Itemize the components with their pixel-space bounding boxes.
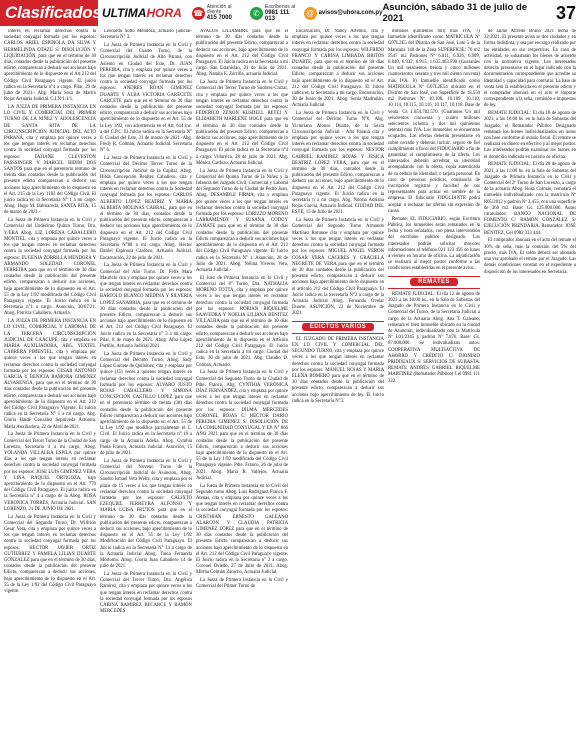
logo-part-2: HORA [146,6,182,20]
legal-notice: La Jueza de Primera Instancia en lo Civil y Comercial del Segundo Turno, Dr. Wilfrido Cesar Vera, cita y emplaza por quince veces a los que tengan interés en reclamar derechos contra la sociedad conyugal formada por los esposos: HECTOR JAVIER ORTIZ GUTIERREZ Y PAMELA LILIAN DUARTE GONZALEZ para que en el término de 30 días, contados desde la publicación del presente Edicto, comparezcan a deducir sus acciones, bajo apercibimiento de lo dispuesto en el Art. 55 de la Ley 1/92 del Código Civil Paraguayo vigente. [4,514,96,595]
legal-notice: La Jueza de Primera Instancia en lo Civil y Comercial del Noveno Turno de la Circunscripción Judicial de Asunción, Abog. Sandro Ismael Vera Wéltz, cita y emplaza por el plazo de 15 veces a los que tengan interés en reclamar derechos contra la sociedad conyugal formada por los esposos: CALIXTO EZEQUIEL FERREYRA ALFONSO Y MARIA LUISA FRUTOS para que en el término de 30 días contados desde la publicación del presente edicto, comparezcan a deducir sus acciones, bajo apercibimiento de lo dispuesto en el Art. 55 de la Ley 1/92 Modificación del Código Civil Paraguayo. El Juicio radica en la Secretaría N° 14 a cargo de la Actuaria Judicial Abog. Tania Fernanda Mórlomo. Abog. Gloria Juan Caballero 14 de julio de 2021. [100,458,192,570]
legal-notice: La Jueza de Primera Instancia en lo Civil y Comercial del Tercer Turno, Dra. Angélica Ramírez, cita y emplaza por quince veces a los que tengan interés en reclamar derechos contra la sociedad conyugal formada por los esposos CARINA RAMIREZ BECARCE Y RAMÓN MERCEDES [100,572,192,615]
contact-label: Atención al cliente [206,4,232,15]
legal-notice: La Jueza de Primera Instancia en lo Civil y Comercial del Quinto Turno de la Niñez y la Infancia del Juzgado Civil, Comercial y Laboral del Segundo Turno de la Ciudad de Pedro Juan, Abog. DESAMBLE FIRMA, cita y emplaza por quince veces a los que tengan interés en reclamar derechos contra la sociedad conyugal formada por los esposos: LORIZZO MORENO LARRAMENDY Y SUSANA GODOY ZAMATE para que en el término de 30 días contados desde la publicación del presente Edicto comparezcan a deducir sus acciones bajo apercibimiento de lo dispuesto en el Art. 212 del Código Civil Paraguayo vigente. El Juicio radica en la Secretaría N° 1. Asunción, 28 de Julio de 2021. Abog. Nélida Viveros Vera, Actuaria Judicial.- [196,168,288,273]
contact-value: 0981 111 013 [264,9,290,22]
email-icon: @ [304,7,317,20]
phone-icon: ☎ [193,8,204,18]
section-banner-remates [388,276,480,289]
legal-notice: La Jueza de Primera Instancia en lo Civil y Comercial del Primer Turno de [196,578,288,590]
column-5 [388,29,480,754]
logo-part-1: ULTIMA [102,6,147,20]
column-3 [196,29,288,754]
legal-notice: La Jueza de Primera Instancia en lo Civil y Comercial del Tercer Turno de la Ciudad de San Lorenzo, Secretaría 4 a mi cargo, Abog. YOLANDA VILLALBA ESPILA por quince días a los que tengan interés en reclamar derechos contra la sociedad conyugal formada por los esposos: JOSE LUIS GIMENEZ VERA Y LINA RAQUEL ORTIGOZA, bajo apercibimiento de lo dispuesto en el Art. 770 del Código Civil Paraguayo. El juicio radica en la Secretaría n° 4 a cargo de la Abog. ROSA VERONICA TORRES, Actuaria Judicial. SAN LORENZO, 21 DE JUNIO DE 2021. [4,432,96,512]
section-brand: Clasificados [0,0,98,26]
legal-notice: millones quinientos mil) más IVA, 7) Inmueble identificado como MATRICULA Nº G07L2E5 del Distrito de San José, Lote 5 de la Manzana 140 de la Zona SUPERFICIE: 70 m2 5547 m2 Padrones Nº 6.811, 6.926, 6.909, 6.840, 6.932, 6.915, 1.635.463.590 (Guaraníes Un mil seiscientos treinta y cinco millones cuatrocientos sesenta y tres mil ciento noventa) más IVA. 8) Inmueble identificado como MATRICULA Nº G07L2E54 ubicado en el Distrito de San José, con Superficie de 18.550 m2 Padrones Nº 10.108, 10.109, 10.110, 10.114, 10.115, 10.116, 10.117, 10.118. Base de venta: Gs 1.654.782.570. (Guaraníes Un mil seiscientos cincuenta y cuatro millones setecientos ochenta y dos mil quinientos setenta) más IVA. Los inmuebles se encuentran ocupados. Las ofertas deberán presentarse en sobre cerrado y deberán incluir: seguro de fiel cumplimiento a favor del FIDUCIARIO a fin de garantizar el cumplimiento de la oferta. Los interesados deberán acreditar su identidad acompañando con la oferta, copia autenticada de su cédula de identidad, o tarjeta personal. En caso de personas jurídicas, constancia de inscripción registral y facultad de sus representantes para actuar en nombre de la empresa. El fiduciario FIDUCIANTE podrá aceptar o rechazar las ofertas sin expresión de causa. [388,29,480,214]
legal-notice: La Jueza de Primera Instancia en lo Civil y Comercial del Undécimo Quinto Turno, Dra. Y/ERA Abog. LIZ LORENA CABALLERO MONTIEL, cita y emplaza por quince veces a los que tengan interés en reclamar derechos contra la sociedad conyugal formada por los esposos: EUGENIA ZORRILLA MENDOZA Y ARMANDO SOLEDAD CORONEL FERREIRA para que en el término de 30 días contados desde la publicación del presente edicto, comparezcan a deducir sus acciones, bajo apercibimiento de lo dispuesto en el Art. 55 de la Ley 1/92 modificada del Código Civil Paraguayo vigente. El Juicio radica en la Secretaría n°1 a cargo. Asunción, 30/07/21. Abog. Patricia Caballero, Actuaria. [4,218,96,317]
page-header [0,0,580,26]
column-6 [484,29,576,754]
legal-notice: La Jueza de Primera Instancia en lo Civil y Comercial del Décimo Turno N°6, Abg. Victoriana Alonso Duarte, de la Sexta Circunscripción Judicial - Alto Paraná cita y emplaza por quince veces a los que tengan interés en reclamar derechos contra la sociedad conyugal formada por los esposos: NESTOR GABRIEL RAMIREZ ROJAS Y JESICA BEATRIZ LÓPEZ VERA, para que en el término de 30 días, contados desde la publicación del presente Edicto, comparezcan a deducir sus acciones, bajo apercibimiento de lo dispuesto en el Art. 212 del Código Civil Paraguayo vigente. El Juicio radica en la secretaría n a mi cargo. Abg. Norma Adriana Rojas García, Actuaria Judicial. CIUDAD DEL ESTE, 15 de Julio de 2021. [292,111,384,216]
legal-notice: La Jueza de Primera Instancia en lo Civil y Comercial del Año Turno. Dr. Félix Mara Mauricio cita y emplaza por quince veces a los que tengan interés en reclamar derechos contra la sociedad conyugal formada por los esposos: BARTOLO BLANCO MEDINA Y SILVERIA LOPEZ SANABRIA, para que en el término de 30 días contados desde la publicación del presente Edicto, comparezcan a deducir sus acciones bajo apercibimiento de lo dispuesto en el Art. 212 del Código Civil Paraguayo. El Juicio radica en la Secretaría n° 3 a mi cargo. Pilar, 8 de mayo de 2021. Abog. Alba López Portillo, Actuaria Judicial 2021. [100,263,192,349]
legal-notice: Remate: EL FIDUCIARIO, según Escritura Pública, los inmuebles serán rematados en la fecha y hora señalados, con plena intervención del escribano público designado. Los interesados podrán solicitar mayores informaciones al teléfono 021 123 456 de lunes a viernes en horario de oficina. La adjudicación se realizará al mejor postor conforme a las condiciones establecidas en el presente aviso. [388,216,480,272]
contact-whatsapp [250,5,300,22]
section-banner-label: REMATES [410,278,458,286]
legal-notice: La Jueza de Primera Instancia en lo Civil y Comercial del Décimo Turno, Abog. Sady López Garcete de Quiñónez, cita y emplaza por quince (15) veces a quienes tengan interés en reclamar derechos contra la sociedad conyugal formada por los esposos: ALVARO JUSTO ROJAS CABALLERO Y SIMONA CONCEPCION CASTILLO LOPEZ para que en el perentorio término de treinta (30) días contados desde la publicación del presente Edicto comparezcan a deducir sus acciones bajo apercibimiento de lo dispuesto en el Art. 55 de la Ley 1/92 que modifica parcialmente el C. Civil. El Juicio radica en la Secretaría n° 19 a cargo de la Actuaria Adelia. Abog. Cynthia Paola Franco, Actuaria Judicial. Asunción, 15 de julio de 2021. [100,351,192,456]
legal-notice: LA JUEZA DE PRIMERA INSTANCIA EN LO CIVIL, COMERCIAL Y LABORAL DE LA TERCERA CIRCUNSCRIPCIÓN JUDICIAL DE CAACUPÉ, cita y emplaza en MARIA AUXILIADORA, ABG. YEXTEL CABRERA PIMENTEL, cita y emplaza por quince veces a los que tengan interés en reclamar derechos contra la sociedad conyugal formada por los esposos: CESAR ANTONIO GARCIA Y BENICIA RAMONA GIMENEZ ALVARENGA, para que en el término de 30 días contados desde la publicación del presente edicto, comparezcan a deducir sus acciones bajo apercibimiento de lo dispuesto en el Art. 212 del Código Civil Paraguayo Vigente. El Juicio radica en la Secretaría N° 1 a mi cargo. Abg. Gloria Haidé González Sepúlveda Actuaria. María Auxiliadora, 22 de Abril de 2021. [4,319,96,430]
contact-block [186,0,383,26]
contact-label: Escríbenos al [264,3,296,10]
legal-notice: La Jueza de Primera Instancia en lo Civil y Comercial del Cuarto Turno, de la Circunscripción Judicial de Alto Paraná, con Asiento en Ciudad del Este, Dr. JUAN PEREIRA, cita y emplaza por quince veces a los que tengan interés en reclamar derechos contra la sociedad conyugal formada por los esposos: ANDRES ROAN GIMENEZ DUARTE Y ALBA VICTORIA GARECETE GARCETE para que en el término de 30 días contados desde la publicación del presente edicto, comparezcan a deducir sus acciones bajo apercibimiento de lo dispuesto en el Art. 55 de la Ley 1/92, con advertencia en el Art. 614 inc. a del C.P.C. El Juicio radica en la Secretaría N° 6. Ciudad del Este, 31 de marzo de 2021.-Abg. Fredy R. Colman, Actuario Judicial. Secretaría N° 6. [100,43,192,154]
column-1 [4,29,96,754]
legal-notice: La Jueza de Primera Instancia en lo Civil y Comercial del Segundo Turno de la Ciudad de Pdte. Franco, Abg. CYNTHIA VERÓNICA DÍAZ FERNÁNDEZ, cita y emplaza por quince veces a los que tengan interés en reclamar derechos contra la sociedad conyugal formada por los esposos: DILMA MERCEDES CORONEL ROJAS C/ HECTOR DARIO PEREIRA GIMENEZ S/ DISOLUCIÓN DE LA COMUNIDAD CONYUGAL Y EP. N° 866 AÑO 2021 para que en el término de 30 días contados desde la publicación del presente Edicto, comparezcan a deducir sus acciones bajo apercibimiento de lo dispuesto en el Art. 55 de la Ley 1/92 modificada del Código Civil Paraguayo vigente. Pdte. Franco, 26 de julio de 2021. Abog. María R. Vallejos, Actuaria Judicial. [196,370,288,481]
legal-notice: La Jueza de Primera Instancia en lo Civil y Comercial del Segundo Turno Armando Martínez Rotunoe cita y emplaza por quince veces a los que tengan interés en reclamar derechos contra la sociedad conyugal formada por los esposos: MIGUEL ANGEL VERON COSAR VERA CÁCERES Y GRACIELA NEGRETE DE VERA para que en el término de 30 días contados desde la publicación del presente edicto, comparezcan a deducir sus acciones bajo apercibimiento de lo dispuesto en el artículo 212 del Código Civil Paraguayo. El Juicio radica en la Secretaría N°2 a cargo de la Actuaria Judicial Abog. Fernando Ovelar Duarte. ASUNCIÓN, 22 de Noviembre de 2021. [292,218,384,317]
column-2 [100,29,192,754]
contact-email [304,7,383,20]
legal-notice: AVALOS LILIAMBRE para que en el término de 30 días contados desde la publicación del presente Edicto, comparezcan a deducir sus acciones, bajo apercibimiento de lo dispuesto en el Art. 212 del Código Civil Paraguayo. El Juicio radica en la Secretaría a mi cargo. San Estanislao, 21 de Julio de 2021. Abog. Natalia E. Zorrilla, actuaria Judicial. [196,29,288,78]
legal-notice: El Juez de Primera Instancia en lo Civil y Comercial del 8° Turno, Dra. NATHALIA MORENO TOTTA, cita y emplaza por quince veces a los que tengan interés en reclamar derechos contra la sociedad conyugal formada por los esposos: ROBIAN RIQUELME SAAVEDRA Y NOELIA LILIANA BENITEZ VILLALBA para que en el término de 30 días contados desde la publicación del presente edicto, comparezcan a deducir sus acciones bajo apercibimiento de lo dispuesto en el Artículo 212 del Código Civil Paraguayo. El Juicio radica en la Secretaría a mi cargo. Ciudad del Este, 30 de julio de 2021. Abg. Claudio D. Colman, Actuario. [196,275,288,368]
section-banner-label: EDICTOS VARIOS [302,323,374,331]
classifieds-columns [4,29,576,754]
issue-date: Asunción, sábado 31 de julio de 2021 [382,2,528,24]
contact-value: 415 7000 [206,15,232,21]
legal-notice: EL JUZGADO DE PRIMERA INSTANCIA EN LO CIVIL Y COMERCIAL DEL SEGUNDO TURNO, cita y emplaza por quince veces a los que tengan interés en reclamar derechos contra la sociedad conyugal formada por los esposos: MANUEL ROJAS Y MARIA ELENA ROMERO para que en el término de 30 días contados desde la publicación del presente edicto, comparezcan a deducir sus acciones bajo apercibimiento de ley. El Juicio radica en la Secretaría N°3. [292,336,384,404]
contact-phone [192,5,246,21]
page-number: 37 [555,2,576,23]
column-4 [292,29,384,754]
legal-notice: Encarnación, Dr. Nancy Artemio, cita y emplaza por quince veces a los que tengan interés en reclamar derechos contra la sociedad conyugal formada por los esposos: WILFRIDO FRANCO Y CARINA LIMBADA BRITOS DUARTE, para que en el término de 30 días contados desde la publicación del presente Edicto, comparezcan a deducir sus acciones bajo apercibimiento de lo dispuesto en el Art. 212 del Código Civil Paraguayo. El Juicio radica en la Secretaría a mi cargo. Encarnación, 30 de Junio de 2021. Abog. Sonia Madruñán. Actuaria Judicial. [292,29,384,109]
legal-notice: REMATE JUDICIAL: El día 20 de agosto de 2021, a las 11:00 hs. en la Sala de Subastas del Juzgado de Primera Instancia en lo Civil y Comercial del 2º Turno de San Lorenzo, a cargo de la actuaria Abog. Rosa Colmán, rematará el inmueble individualizado con la matrícula Nº R05/2812 y padrón Nº 3.455, con una superficie de 360 m2. Base: Gs. 125.000.000. Autos caratulados: BANCO NACIONAL DE FOMENTO C/ RAMÓN GONZÁLEZ S/ EJECUCIÓN PRENDARIA. Rematador: JOSÉ BENITEZ, Cel 0982 333 444. [484,162,576,236]
legal-notice: El comprador abonará en el acto del remate el 10% de seña, más la comisión del 5% del precio, más IVA. El saldo deberá ser abonado una vez aprobado el remate por el Juzgado. Las demás condiciones constan en el expediente a disposición de los interesados en Secretaría. [484,238,576,275]
legal-notice: REMATE JUDICIAL: El día 18 de agosto de 2021, a las 10:00 hs. en la Sala de Subastas del Juzgado, el Rematador Público Designado rematará los bienes individualizados en autos con base conforme al avalúo fiscal. El remate se realizará en dinero en efectivo y al mejor postor. Los interesados podrán examinar los bienes en el domicilio indicado en horario de oficina. [484,111,576,160]
legal-notice: La Jueza de Primera Instancia en lo Civil y Comercial del Décimo Tercer Turno de la Circunscripción Judicial de la Capital, Abog. Hilda Concepción Benítez Caballero, cita y emplaza por quince veces a los que tengan interés en reclamar derechos contra la Sociedad conyugal formada por los esposos: CARLOS ALBERTO LOPEZ BEATRIZ Y MARIA ALBERTA MOLINAS CABRAL, para que en el término de 30 días, contados desde la publicación del presente edicto, comparezcan a deducir sus acciones bajo apercibimiento de lo dispuesto en el Art. 212 del Código Civil Paraguayo vigente. El Juicio radica en la Secretaría N°88 a mi cargo. Abog. Héctor Daniel Espinoza Cardozo, Actuario Judicial. Encarnación, 22 de julio de 2021. [100,156,192,261]
legal-notice: de Jaime Alfredo Bruno 2021 fecha de 22/2021. El presente aviso se dos ciudades y en forma indistinta, y sea por encargo realizado por las entidades en sus respectivas. En caso de actividad, se subastarán los bienes de acuerdo con la normativa vigente. Los interesados deberán presentarse en el lugar indicado con la documentación correspondiente que acredite su identidad y capacidad para contratar. La base de venta será la establecida en el presente edicto y el comprador abonará en el acto el importe correspondiente a la seña, comisión e impuestos de ley. [484,29,576,109]
legal-notice: LA JUEZA DE PRIMERA INSTANCIA EN LO CIVIL Y COMERCIAL DEL PRIMER TURNO DE LA NIÑEZ Y ADOLESCENCIA DE SANTA RITA DE LA CIRCUNSCRIPCIÓN JUDICIAL DEL ALTO PARANÁ, cita y emplaza por quince veces a los que tengan interés en reclamar derechos contra la sociedad conyugal formada por los esposos: TATIANE CLEVESTON PASSSINGER Y MARCEL BIDIM DOS SANTOS para que en el perentorio término de treinta días contados desde la publicación del presente edicto comparezcan a deducir sus acciones bajo apercibimiento de lo dispuesto en el Art. 215 de la Ley 1183 del Código Civil. El juicio radica en la Secretaría N° 1 a mi cargo. Abog. Hugo M. Balmaceda, SANTA RITA, 15 de marzo de 2021.- [4,105,96,216]
whatsapp-icon: ✆ [250,7,263,20]
legal-notice: La Jueza de Primera Instancia en lo Civil y Comercial del Tercer Turno de Sudórez-Cnizar, cita y emplaza por quince veces a los que tengan interés en reclamar derechos contra la sociedad conyugal formada por los esposos: FEDERICO ZENON KUSDELL RETEJ Y ELIZABETH MARLENE HOGE para que en el término de 30 días contados desde la publicación del presente Edicto, comparezcan a deducir sus acciones, bajo apercibimiento de lo dispuesto en el Art. 212 del Código Civil Paraguayo. El juicio radica en la Secretaría n°4 a cargo. Villarrica, 28 de julio de 2021. Abg. Mónica Cardozo, Actuaria Judicial. [196,80,288,166]
section-banner-edictos [292,321,384,334]
legal-notice: Leonardo Sotto Mendoza, actuario judicial-Secretaría N° 3. [100,29,192,41]
legal-notice: REMATE JUDICIAL: El día 12 de agosto de 2021 a las 10:00 hs., en la Sala de Subastas del Juzgado de Primera Instancia en lo Civil y Comercial del Turno, de la Secretaría Judicial a cargo de la Actuaria Abog. Ana T. Galeano, rematará el bien inmueble ubicado en la ciudad de Asunción, individualizado con la Matrícula Nº L01/2345 y padrón Nº 7.876. Base: Gs. 87.000.000. Se individualizan autos: COOPERATIVA MULTIACTIVA DE AHORRO Y CRÉDITO C/ DIONISIO PRIDDEAUX S/ SERVICIOS DE SUBASTA. REMATE ANDRES GABRIEL RIQUELME MARTINEZ (Rematador Público) Cel 0981 111 222. [388,291,480,384]
legal-notice: La Jueza de Primera Instancia en lo Civil del Segundo turno Abog. Luis Rodríguez Franco F. Atenas, cita y emplaza por quince veces a los que tengan interés en reclamar derechos contra la sociedad conyugal formada por los esposos: CRISTHIAN ERNESTO GALEANO ALARCON Y CLAUDIA PATRICIA GIMENEZ LOPEZ para que en el término de 30 días contados desde la publicación del presente Edicto comparezcan a deducir sus acciones bajo apercibimiento de lo dispuesto en el Art. 212 del Código Civil Paraguayo vigente. El Juicio radica en la Secretaría n° 2 a cargo. Coronel Oviedo, 27 de Julio de 2021. Abog. Mirtha Colmán Zaracho, Actuaria Judicial. [196,483,288,576]
legal-notice: interés en reclamar derechos contra la sociedad conyugal formada por los esposos: CARLOS ARIEL ESPINOLA DA SILVA Y HERMELINDA OTAZÚ S/ DISOLUCIÓN Y LIQUIDACIÓN, para que en el término de 30 días, contados desde la publicación del presente edicto, comparezcan a deducir sus acciones bajo apercibimiento de lo dispuesto en el Art.212 del Código Civil Paraguayo vigente. El juicio radica en la Secretaría n°4 a cargo. Pilar, 29 de julio de 2021.- Abg. María Sosa de Martín Rojas Actuaria Judicial. C.I.Nº1.1/1. [4,29,96,103]
dateline [382,0,580,26]
contact-value: avisos@uhora.com.py [318,10,383,16]
newspaper-logo [98,0,186,26]
